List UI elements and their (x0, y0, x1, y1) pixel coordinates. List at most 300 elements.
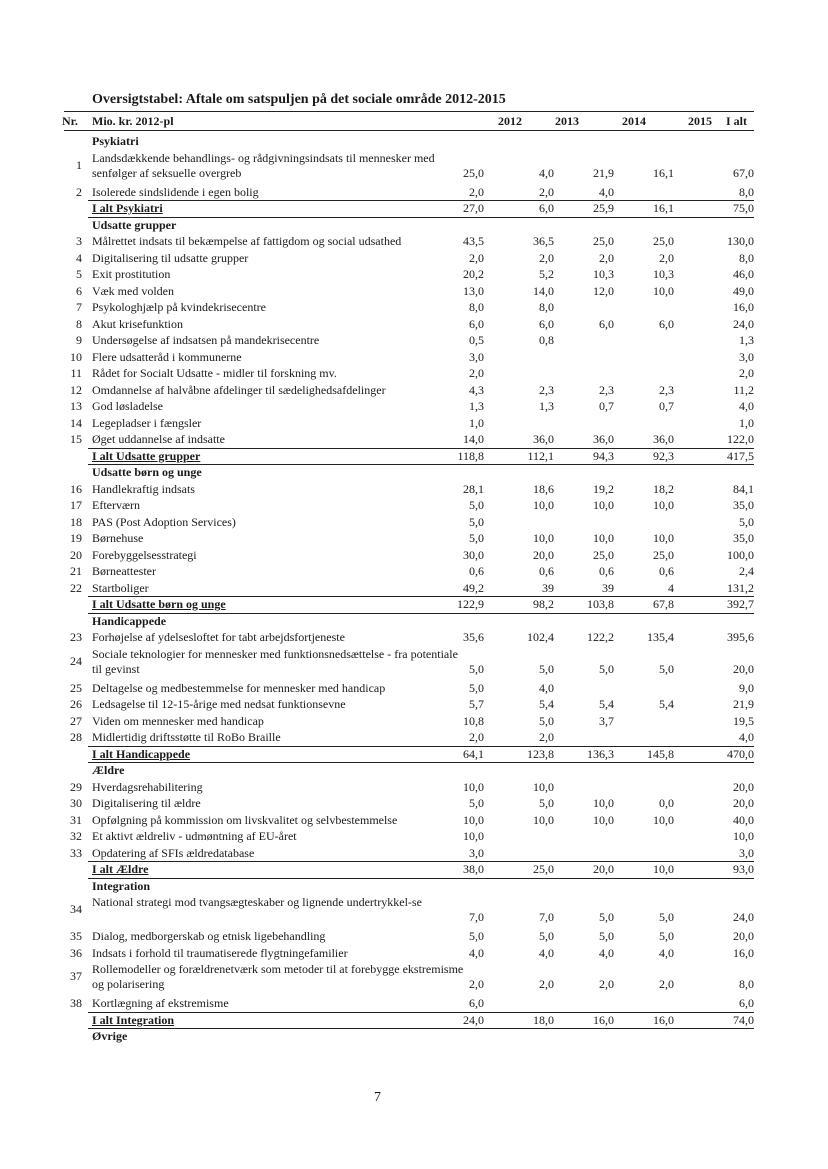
cell-2015: 16,1 (653, 201, 674, 215)
section-heading (64, 1029, 754, 1044)
cell-total: 16,0 (733, 945, 754, 960)
total-label: I alt Integration (92, 1012, 174, 1027)
cell-2013: 4,0 (539, 165, 554, 180)
table-row (64, 284, 754, 299)
cell-2013: 10,0 (533, 498, 554, 512)
header-2015: 2015 (688, 114, 712, 128)
cell-2015: 4 (668, 580, 674, 595)
cell-2014: 5,0 (599, 661, 614, 676)
section-heading (64, 134, 754, 149)
cell-2015: 67,8 (653, 597, 674, 611)
cell-2012: 2,0 (469, 250, 484, 265)
cell-2012: 118,8 (457, 448, 484, 463)
row-number: 24 (70, 653, 82, 668)
cell-2014: 10,0 (593, 498, 614, 512)
cell-total: 2,0 (739, 366, 754, 380)
cell-2014: 4,0 (599, 184, 614, 199)
table-row (64, 416, 754, 431)
cell-2015: 0,7 (659, 399, 674, 413)
table-row (64, 780, 754, 795)
cell-2013: 5,0 (539, 661, 554, 676)
cell-2013: 4,0 (539, 945, 554, 960)
cell-2014: 10,0 (593, 812, 614, 827)
row-label: Forhøjelse af ydelsesloftet for tabt arbejdsfortjeneste (92, 630, 345, 644)
cell-2015: 5,0 (659, 910, 674, 924)
row-number: 8 (76, 316, 82, 331)
cell-2012: 3,0 (469, 845, 484, 860)
row-label: Børnehuse (92, 531, 144, 545)
cell-2012: 10,0 (463, 779, 484, 794)
cell-2013: 20,0 (533, 547, 554, 562)
cell-2014: 39 (602, 580, 614, 595)
table-row (64, 946, 754, 961)
cell-2014: 21,9 (593, 165, 614, 180)
row-label: Flere udsatteråd i kommunerne (92, 349, 242, 364)
cell-2014: 10,0 (593, 531, 614, 545)
cell-2012: 0,5 (469, 333, 484, 347)
cell-2013: 14,0 (533, 283, 554, 298)
row-label: Akut krisefunktion (92, 316, 183, 331)
cell-2015: 10,0 (653, 812, 674, 827)
cell-2013: 2,3 (539, 382, 554, 397)
cell-2013: 0,6 (539, 564, 554, 578)
cell-2012: 35,6 (463, 630, 484, 644)
cell-total: 11,2 (733, 382, 754, 397)
cell-total: 24,0 (733, 910, 754, 924)
cell-2012: 20,2 (463, 267, 484, 281)
cell-2014: 25,9 (593, 201, 614, 215)
cell-2014: 103,8 (587, 597, 614, 611)
table-row (64, 962, 754, 992)
cell-2013: 5,0 (539, 929, 554, 943)
cell-2015: 5,4 (659, 697, 674, 711)
cell-total: 3,0 (739, 349, 754, 364)
cell-2014: 3,7 (599, 713, 614, 728)
section-heading (64, 879, 754, 894)
row-number: 17 (70, 498, 82, 512)
row-label: Rollemodeller og forældrenetværk som metoder til at forebygge ekstremisme og polarisering (92, 962, 464, 991)
cell-2012: 27,0 (463, 201, 484, 215)
table-row (64, 996, 754, 1011)
cell-2012: 10,0 (463, 812, 484, 827)
row-label: Undersøgelse af indsatsen på mandekrisecentre (92, 333, 320, 347)
table-row (64, 647, 754, 677)
cell-2013: 10,0 (533, 812, 554, 827)
table-row (64, 895, 754, 925)
row-number: 38 (70, 996, 82, 1010)
cell-total: 100,0 (727, 547, 754, 562)
cell-2015: 10,0 (653, 498, 674, 512)
table-row (64, 564, 754, 579)
cell-total: 84,1 (733, 481, 754, 496)
cell-total: 40,0 (733, 812, 754, 827)
row-label: Ledsagelse til 12-15-årige med nedsat funktionsevne (92, 697, 346, 711)
cell-total: 392,7 (727, 597, 754, 611)
cell-total: 93,0 (733, 862, 754, 876)
table-row (64, 813, 754, 828)
row-number: 34 (70, 902, 82, 916)
cell-2012: 5,0 (469, 796, 484, 810)
row-label: Landsdækkende behandlings- og rådgivningsindsats til mennesker med senfølger af seksuelle overgreb (92, 150, 435, 180)
cell-total: 35,0 (733, 498, 754, 512)
row-label: Deltagelse og medbestemmelse for mennesker med handicap (92, 680, 386, 695)
row-number: 5 (76, 267, 82, 281)
section-heading (64, 763, 754, 778)
cell-2013: 18,0 (533, 1012, 554, 1027)
cell-2015: 2,0 (659, 977, 674, 991)
table-row (64, 333, 754, 348)
table-row (64, 829, 754, 844)
table-row (64, 515, 754, 530)
cell-2012: 1,0 (469, 415, 484, 430)
table-row (64, 846, 754, 861)
cell-total: 470,0 (727, 746, 754, 761)
section-label: Udsatte grupper (92, 217, 177, 232)
row-label: Startboliger (92, 580, 149, 595)
cell-total: 20,0 (733, 661, 754, 676)
row-number: 6 (76, 283, 82, 298)
cell-2014: 0,7 (599, 399, 614, 413)
cell-2014: 5,4 (599, 697, 614, 711)
row-number: 30 (70, 796, 82, 810)
cell-2012: 5,0 (469, 514, 484, 529)
cell-2015: 5,0 (659, 661, 674, 676)
cell-2014: 20,0 (593, 862, 614, 876)
cell-total: 3,0 (739, 845, 754, 860)
cell-2014: 19,2 (593, 481, 614, 496)
cell-2013: 18,6 (533, 481, 554, 496)
row-label: Efterværn (92, 498, 140, 512)
header-total: I alt (726, 114, 747, 128)
row-label: Øget uddannelse af indsatte (92, 432, 225, 446)
cell-2014: 4,0 (599, 945, 614, 960)
cell-total: 49,0 (733, 283, 754, 298)
cell-total: 67,0 (733, 165, 754, 180)
cell-2014: 10,0 (593, 796, 614, 810)
table-row (64, 929, 754, 944)
section-label: Integration (92, 878, 150, 893)
table-row (64, 383, 754, 398)
table-row (64, 548, 754, 563)
row-number: 2 (76, 184, 82, 199)
cell-total: 75,0 (733, 201, 754, 215)
cell-2015: 36,0 (653, 432, 674, 446)
total-label: I alt Handicappede (92, 746, 191, 761)
cell-total: 122,0 (727, 432, 754, 446)
cell-2013: 36,0 (533, 432, 554, 446)
cell-2012: 122,9 (457, 597, 484, 611)
cell-2013: 10,0 (533, 531, 554, 545)
cell-2013: 1,3 (539, 399, 554, 413)
cell-total: 417,5 (727, 448, 754, 463)
section-heading (64, 614, 754, 629)
cell-2013: 2,0 (539, 730, 554, 744)
cell-2014: 136,3 (587, 746, 614, 761)
row-label: National strategi mod tvangsægteskaber og lignende undertrykkel-se (92, 895, 422, 909)
cell-2015: 16,1 (653, 165, 674, 180)
cell-2015: 10,3 (653, 267, 674, 281)
row-label: Omdannelse af halvåbne afdelinger til sædelighedsafdelinger (92, 382, 386, 397)
cell-2013: 6,0 (539, 201, 554, 215)
cell-total: 395,6 (727, 630, 754, 644)
cell-2012: 24,0 (463, 1012, 484, 1027)
cell-total: 9,0 (739, 680, 754, 695)
row-number: 14 (70, 415, 82, 430)
cell-total: 1,0 (739, 415, 754, 430)
cell-total: 1,3 (739, 333, 754, 347)
table-title: Oversigtstabel: Aftale om satspuljen på det sociale område 2012-2015 (92, 92, 506, 107)
cell-2012: 5,0 (469, 498, 484, 512)
row-number: 25 (70, 680, 82, 695)
cell-2014: 94,3 (593, 448, 614, 463)
header-mio: Mio. kr. 2012-pl (92, 114, 174, 128)
cell-2012: 30,0 (463, 547, 484, 562)
row-label: Et aktivt ældreliv - udmøntning af EU-året (92, 829, 297, 843)
section-label: Øvrige (92, 1029, 128, 1043)
row-number: 9 (76, 333, 82, 347)
cell-2015: 25,0 (653, 234, 674, 248)
row-number: 37 (70, 969, 82, 983)
row-label: Isolerede sindslidende i egen bolig (92, 184, 259, 199)
cell-2012: 2,0 (469, 366, 484, 380)
cell-2013: 5,0 (539, 796, 554, 810)
cell-2013: 5,4 (539, 697, 554, 711)
row-label: Psykologhjælp på kvindekrisecentre (92, 300, 266, 314)
row-label: Rådet for Socialt Udsatte - midler til forskning mv. (92, 366, 337, 380)
row-label: Forebyggelsesstrategi (92, 547, 197, 562)
section-label: Handicappede (92, 613, 167, 628)
cell-2015: 145,8 (647, 746, 674, 761)
total-label: I alt Udsatte børn og unge (92, 597, 226, 611)
row-label: Indsats i forhold til traumatiserede flygtningefamilier (92, 945, 348, 960)
cell-2014: 25,0 (593, 547, 614, 562)
total-row (64, 1013, 754, 1028)
row-label: Legepladser i fængsler (92, 415, 202, 430)
cell-total: 35,0 (733, 531, 754, 545)
cell-2015: 18,2 (653, 481, 674, 496)
table-row (64, 432, 754, 447)
section-label: Ældre (92, 763, 125, 777)
cell-total: 20,0 (733, 929, 754, 943)
table-row (64, 185, 754, 200)
cell-2015: 135,4 (647, 630, 674, 644)
cell-total: 16,0 (733, 300, 754, 314)
row-number: 15 (70, 432, 82, 446)
cell-2013: 5,0 (539, 713, 554, 728)
cell-2014: 10,3 (593, 267, 614, 281)
cell-2015: 10,0 (653, 283, 674, 298)
cell-2014: 2,0 (599, 250, 614, 265)
row-label: Digitalisering til ældre (92, 796, 201, 810)
cell-2012: 2,0 (469, 730, 484, 744)
cell-2012: 4,3 (469, 382, 484, 397)
table-row (64, 730, 754, 745)
total-row (64, 862, 754, 877)
cell-2012: 38,0 (463, 862, 484, 876)
cell-total: 74,0 (733, 1012, 754, 1027)
cell-2012: 49,2 (463, 580, 484, 595)
cell-2013: 4,0 (539, 680, 554, 695)
cell-2014: 5,0 (599, 910, 614, 924)
cell-2012: 8,0 (469, 300, 484, 314)
cell-2012: 0,6 (469, 564, 484, 578)
cell-2014: 12,0 (593, 283, 614, 298)
total-label: I alt Udsatte grupper (92, 448, 201, 463)
cell-total: 20,0 (733, 779, 754, 794)
cell-2013: 25,0 (533, 862, 554, 876)
table-row (64, 714, 754, 729)
cell-total: 8,0 (739, 977, 754, 991)
table-row (64, 531, 754, 546)
cell-total: 19,5 (733, 713, 754, 728)
cell-2013: 6,0 (539, 316, 554, 331)
row-label: Handlekraftig indsats (92, 481, 195, 496)
cell-2015: 6,0 (659, 316, 674, 331)
table-row (64, 399, 754, 414)
row-number: 7 (76, 300, 82, 314)
cell-2012: 64,1 (463, 746, 484, 761)
cell-2012: 5,7 (469, 697, 484, 711)
row-label: Opdatering af SFIs ældredatabase (92, 845, 255, 860)
row-number: 31 (70, 812, 82, 827)
cell-2012: 5,0 (469, 661, 484, 676)
cell-2013: 2,0 (539, 250, 554, 265)
cell-total: 8,0 (739, 250, 754, 265)
total-label: I alt Ældre (92, 862, 149, 876)
cell-2014: 6,0 (599, 316, 614, 331)
cell-2015: 25,0 (653, 547, 674, 562)
cell-2015: 2,3 (659, 382, 674, 397)
table-row (64, 482, 754, 497)
cell-2012: 4,0 (469, 945, 484, 960)
cell-2015: 10,0 (653, 862, 674, 876)
cell-2012: 5,0 (469, 680, 484, 695)
table-row (64, 630, 754, 645)
cell-2013: 5,2 (539, 267, 554, 281)
cell-2012: 6,0 (469, 996, 484, 1010)
cell-2012: 5,0 (469, 531, 484, 545)
row-number: 23 (70, 630, 82, 644)
row-number: 22 (70, 580, 82, 595)
table-row (64, 350, 754, 365)
row-label: Væk med volden (92, 283, 174, 298)
section-heading (64, 465, 754, 480)
table-row (64, 581, 754, 596)
cell-2013: 8,0 (539, 300, 554, 314)
cell-total: 46,0 (733, 267, 754, 281)
row-number: 18 (70, 514, 82, 529)
cell-2013: 112,1 (527, 448, 554, 463)
cell-2015: 5,0 (659, 929, 674, 943)
row-number: 12 (70, 382, 82, 397)
cell-2014: 25,0 (593, 234, 614, 248)
row-number: 35 (70, 929, 82, 943)
cell-2014: 122,2 (587, 630, 614, 644)
cell-total: 24,0 (733, 316, 754, 331)
table-row (64, 317, 754, 332)
row-number: 28 (70, 730, 82, 744)
cell-total: 20,0 (733, 796, 754, 810)
row-number: 10 (70, 349, 82, 364)
cell-2014: 0,6 (599, 564, 614, 578)
row-label: Digitalisering til udsatte grupper (92, 250, 249, 265)
cell-2013: 10,0 (533, 779, 554, 794)
row-number: 3 (76, 234, 82, 248)
cell-total: 130,0 (727, 234, 754, 248)
table-row (64, 498, 754, 513)
row-number: 36 (70, 945, 82, 960)
total-row (64, 597, 754, 612)
cell-total: 10,0 (733, 829, 754, 843)
cell-total: 4,0 (739, 730, 754, 744)
row-number: 21 (70, 564, 82, 578)
cell-total: 6,0 (739, 996, 754, 1010)
cell-2014: 5,0 (599, 929, 614, 943)
cell-2014: 16,0 (593, 1012, 614, 1027)
section-label: Psykiatri (92, 134, 139, 148)
row-number: 4 (76, 250, 82, 265)
row-number: 33 (70, 845, 82, 860)
total-row (64, 449, 754, 464)
cell-2013: 36,5 (533, 234, 554, 248)
table-row (64, 796, 754, 811)
header-nr: Nr. (62, 114, 78, 128)
table-row (64, 234, 754, 249)
table-row (64, 251, 754, 266)
cell-2012: 43,5 (463, 234, 484, 248)
cell-2013: 123,8 (527, 746, 554, 761)
cell-2012: 7,0 (469, 910, 484, 924)
cell-2015: 10,0 (653, 531, 674, 545)
cell-2012: 2,0 (469, 977, 484, 991)
cell-2013: 2,0 (539, 977, 554, 991)
row-label: Dialog, medborgerskab og etnisk ligebehandling (92, 929, 326, 943)
cell-2013: 2,0 (539, 184, 554, 199)
row-label: Viden om mennesker med handicap (92, 713, 264, 728)
row-label: Sociale teknologier for mennesker med funktionsnedsættelse - fra potentiale til gevinst (92, 646, 458, 676)
row-number: 27 (70, 713, 82, 728)
row-label: Hverdagsrehabilitering (92, 779, 203, 794)
cell-total: 21,9 (733, 697, 754, 711)
row-label: Opfølgning på kommission om livskvalitet og selvbestemmelse (92, 812, 398, 827)
row-number: 11 (70, 366, 82, 380)
page-number: 7 (374, 1090, 381, 1105)
header-2014: 2014 (622, 114, 646, 128)
cell-2012: 10,0 (463, 829, 484, 843)
total-row (64, 201, 754, 216)
cell-2015: 92,3 (653, 448, 674, 463)
table-row (64, 697, 754, 712)
cell-2012: 10,8 (463, 713, 484, 728)
cell-2015: 16,0 (653, 1012, 674, 1027)
cell-2015: 0,6 (659, 564, 674, 578)
cell-2014: 2,3 (599, 382, 614, 397)
cell-2015: 2,0 (659, 250, 674, 265)
total-row (64, 747, 754, 762)
cell-total: 131,2 (727, 580, 754, 595)
cell-2015: 4,0 (659, 945, 674, 960)
cell-2014: 2,0 (599, 977, 614, 991)
cell-2013: 0,8 (539, 333, 554, 347)
header-2012: 2012 (498, 114, 522, 128)
row-label: Exit prostitution (92, 267, 171, 281)
cell-total: 5,0 (739, 514, 754, 529)
cell-2012: 1,3 (469, 399, 484, 413)
row-number: 1 (76, 157, 82, 172)
cell-2014: 36,0 (593, 432, 614, 446)
cell-2012: 13,0 (463, 283, 484, 298)
row-label: God løsladelse (92, 399, 163, 413)
